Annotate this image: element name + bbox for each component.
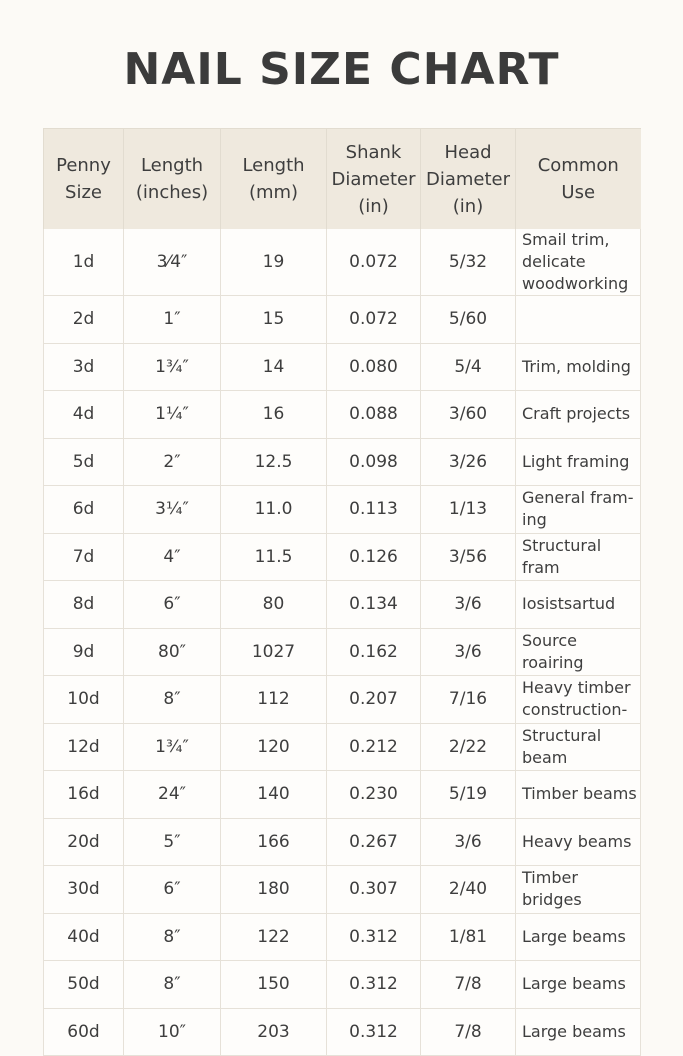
cell-length-inches: 4″ — [124, 533, 221, 581]
table-row — [44, 818, 641, 866]
cell-common-use: Large beams — [516, 961, 641, 1009]
cell-common-use: Timber bridges — [516, 866, 641, 914]
table-row — [44, 866, 641, 914]
cell-length-mm: 11.0 — [221, 486, 327, 534]
cell-head-diameter: 5/19 — [421, 771, 516, 819]
cell-length-inches: 5″ — [124, 818, 221, 866]
cell-length-inches: 1″ — [124, 296, 221, 344]
cell-shank-diameter: 0.230 — [327, 771, 421, 819]
cell-head-diameter: 5/32 — [421, 229, 516, 296]
cell-shank-diameter: 0.072 — [327, 296, 421, 344]
table-row — [44, 628, 641, 676]
cell-common-use: Large beams — [516, 1008, 641, 1056]
page-title: NAIL SIZE CHART — [123, 44, 560, 95]
cell-length-mm: 15 — [221, 296, 327, 344]
cell-length-inches: 1¾″ — [124, 723, 221, 771]
cell-shank-diameter: 0.312 — [327, 961, 421, 1009]
cell-penny-size: 16d — [44, 771, 124, 819]
cell-length-mm: 14 — [221, 343, 327, 391]
cell-common-use — [516, 296, 641, 344]
header-line: (inches) — [135, 182, 209, 203]
cell-length-inches: 1¾″ — [124, 343, 221, 391]
table-row — [44, 486, 641, 534]
cell-head-diameter: 3/60 — [421, 391, 516, 439]
cell-shank-diameter: 0.088 — [327, 391, 421, 439]
header-line: Length — [140, 155, 204, 176]
cell-length-mm: 120 — [221, 723, 327, 771]
table-row — [44, 961, 641, 1009]
table-row — [44, 676, 641, 724]
table-row — [44, 391, 641, 439]
cell-length-mm: 16 — [221, 391, 327, 439]
cell-length-mm: 80 — [221, 581, 327, 629]
table-row — [44, 771, 641, 819]
cell-length-inches: 3¼″ — [124, 486, 221, 534]
cell-head-diameter: 3/6 — [421, 818, 516, 866]
cell-penny-size: 30d — [44, 866, 124, 914]
cell-shank-diameter: 0.162 — [327, 628, 421, 676]
table-row — [44, 296, 641, 344]
cell-length-inches: 6″ — [124, 581, 221, 629]
header-length-mm — [221, 129, 327, 230]
header-line: Penny — [56, 155, 111, 176]
cell-length-inches: 8″ — [124, 913, 221, 961]
cell-length-mm: 11.5 — [221, 533, 327, 581]
table-row — [44, 343, 641, 391]
cell-penny-size: 40d — [44, 913, 124, 961]
cell-head-diameter: 7/8 — [421, 961, 516, 1009]
cell-penny-size: 5d — [44, 438, 124, 486]
header-line: Common — [537, 155, 619, 176]
cell-penny-size: 8d — [44, 581, 124, 629]
cell-common-use: Trim, molding — [516, 343, 641, 391]
cell-common-use: Craft projects — [516, 391, 641, 439]
header-head-diameter — [421, 129, 516, 230]
cell-shank-diameter: 0.098 — [327, 438, 421, 486]
cell-penny-size: 10d — [44, 676, 124, 724]
cell-shank-diameter: 0.212 — [327, 723, 421, 771]
cell-shank-diameter: 0.126 — [327, 533, 421, 581]
cell-length-inches: 6″ — [124, 866, 221, 914]
table-row — [44, 723, 641, 771]
cell-penny-size: 6d — [44, 486, 124, 534]
cell-common-use: Heavy timber construction- — [516, 676, 641, 724]
header-line: Shank — [345, 141, 402, 163]
cell-head-diameter: 2/40 — [421, 866, 516, 914]
cell-head-diameter: 3/6 — [421, 581, 516, 629]
cell-shank-diameter: 0.307 — [327, 866, 421, 914]
cell-length-inches: 80″ — [124, 628, 221, 676]
cell-shank-diameter: 0.312 — [327, 1008, 421, 1056]
cell-length-inches: 8″ — [124, 676, 221, 724]
cell-length-inches: 3⁄4″ — [124, 229, 221, 296]
cell-length-mm: 180 — [221, 866, 327, 914]
table-row — [44, 438, 641, 486]
cell-length-inches: 10″ — [124, 1008, 221, 1056]
cell-length-inches: 1¼″ — [124, 391, 221, 439]
cell-length-mm: 19 — [221, 229, 327, 296]
cell-penny-size: 60d — [44, 1008, 124, 1056]
cell-common-use: Smail trim, delicate woodworking — [516, 229, 641, 296]
cell-common-use: General fram-ing — [516, 486, 641, 534]
header-line: (in) — [452, 195, 484, 217]
cell-penny-size: 12d — [44, 723, 124, 771]
header-line: Diameter — [331, 168, 416, 190]
nail-size-table — [43, 128, 641, 1056]
cell-shank-diameter: 0.207 — [327, 676, 421, 724]
cell-common-use: Source roairing — [516, 628, 641, 676]
header-line: Length — [242, 155, 305, 176]
cell-head-diameter: 2/22 — [421, 723, 516, 771]
cell-shank-diameter: 0.080 — [327, 343, 421, 391]
header-shank-diameter — [327, 129, 421, 230]
cell-length-mm: 166 — [221, 818, 327, 866]
table-row — [44, 533, 641, 581]
cell-length-mm: 150 — [221, 961, 327, 1009]
cell-penny-size: 50d — [44, 961, 124, 1009]
cell-head-diameter: 5/60 — [421, 296, 516, 344]
header-common-use — [516, 129, 641, 230]
cell-penny-size: 7d — [44, 533, 124, 581]
header-line: (mm) — [248, 182, 299, 203]
cell-head-diameter: 1/13 — [421, 486, 516, 534]
cell-head-diameter: 3/26 — [421, 438, 516, 486]
cell-length-mm: 122 — [221, 913, 327, 961]
cell-penny-size: 20d — [44, 818, 124, 866]
cell-length-mm: 1027 — [221, 628, 327, 676]
cell-length-mm: 112 — [221, 676, 327, 724]
cell-length-mm: 140 — [221, 771, 327, 819]
cell-common-use: Heavy beams — [516, 818, 641, 866]
cell-head-diameter: 7/8 — [421, 1008, 516, 1056]
header-length-inches — [124, 129, 221, 230]
cell-shank-diameter: 0.134 — [327, 581, 421, 629]
cell-common-use: Large beams — [516, 913, 641, 961]
cell-common-use: Timber beams — [516, 771, 641, 819]
cell-head-diameter: 5/4 — [421, 343, 516, 391]
cell-length-mm: 12.5 — [221, 438, 327, 486]
header-line: Size — [65, 182, 102, 203]
cell-penny-size: 3d — [44, 343, 124, 391]
cell-head-diameter: 1/81 — [421, 913, 516, 961]
cell-length-inches: 8″ — [124, 961, 221, 1009]
table-row — [44, 1008, 641, 1056]
cell-shank-diameter: 0.267 — [327, 818, 421, 866]
header-line: (in) — [358, 195, 389, 217]
cell-length-mm: 203 — [221, 1008, 327, 1056]
cell-penny-size: 9d — [44, 628, 124, 676]
header-line: Diameter — [425, 168, 511, 190]
table-row — [44, 581, 641, 629]
cell-common-use: Light framing — [516, 438, 641, 486]
cell-length-inches: 2″ — [124, 438, 221, 486]
cell-length-inches: 24″ — [124, 771, 221, 819]
cell-penny-size: 2d — [44, 296, 124, 344]
header-penny-size — [44, 129, 124, 230]
cell-shank-diameter: 0.113 — [327, 486, 421, 534]
cell-shank-diameter: 0.072 — [327, 229, 421, 296]
cell-head-diameter: 3/6 — [421, 628, 516, 676]
cell-penny-size: 4d — [44, 391, 124, 439]
table-header-row — [44, 129, 641, 230]
cell-common-use: Iosistsartud — [516, 581, 641, 629]
cell-common-use: Structural beam — [516, 723, 641, 771]
cell-penny-size: 1d — [44, 229, 124, 296]
cell-shank-diameter: 0.312 — [327, 913, 421, 961]
cell-common-use: Structural fram — [516, 533, 641, 581]
cell-head-diameter: 3/56 — [421, 533, 516, 581]
header-line: Use — [561, 182, 596, 203]
table-row — [44, 229, 641, 296]
cell-head-diameter: 7/16 — [421, 676, 516, 724]
header-line: Head — [444, 141, 492, 163]
table-row — [44, 913, 641, 961]
